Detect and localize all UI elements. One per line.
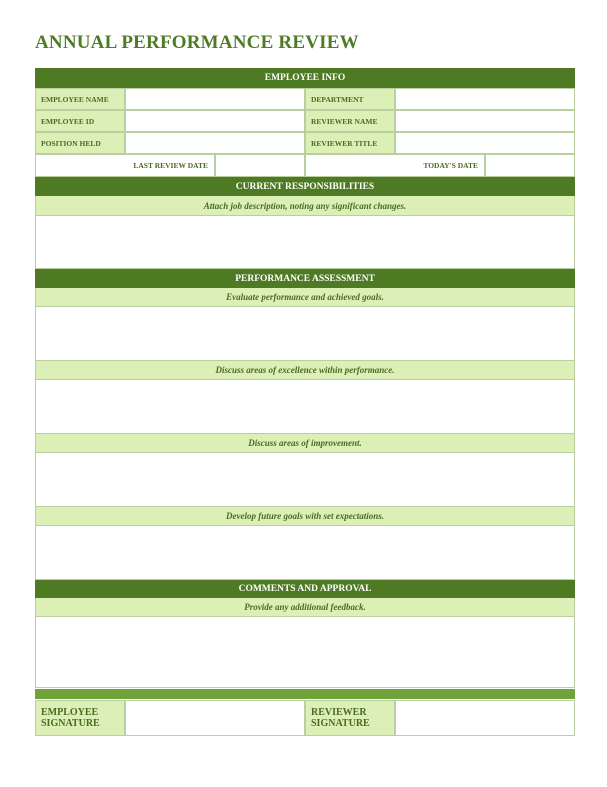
responsibilities-instruction: Attach job description, noting any significant changes. [35, 196, 575, 215]
comments-instruction: Provide any additional feedback. [35, 598, 575, 616]
reviewer-name-field[interactable] [395, 110, 575, 132]
page-title: ANNUAL PERFORMANCE REVIEW [35, 32, 359, 53]
excellence-text-area[interactable] [35, 379, 575, 434]
divider-bar [35, 689, 575, 699]
comments-header: COMMENTS AND APPROVAL [35, 580, 575, 598]
assessment-header: PERFORMANCE ASSESSMENT [35, 269, 575, 288]
last-review-date-field[interactable] [215, 154, 305, 177]
goals-text-area[interactable] [35, 525, 575, 580]
reviewer-signature-label: REVIEWER SIGNATURE [305, 700, 395, 736]
reviewer-name-label: REVIEWER NAME [305, 110, 395, 132]
employee-name-label: EMPLOYEE NAME [35, 88, 125, 110]
reviewer-signature-field[interactable] [395, 700, 575, 736]
employee-id-field[interactable] [125, 110, 305, 132]
last-review-date-label: LAST REVIEW DATE [35, 154, 215, 177]
department-field[interactable] [395, 88, 575, 110]
reviewer-title-field[interactable] [395, 132, 575, 154]
department-label: DEPARTMENT [305, 88, 395, 110]
comments-text-area[interactable] [35, 616, 575, 688]
goals-instruction: Develop future goals with set expectations. [35, 507, 575, 525]
position-held-field[interactable] [125, 132, 305, 154]
evaluate-text-area[interactable] [35, 306, 575, 361]
todays-date-field[interactable] [485, 154, 575, 177]
improvement-instruction: Discuss areas of improvement. [35, 434, 575, 452]
improvement-text-area[interactable] [35, 452, 575, 507]
responsibilities-header: CURRENT RESPONSIBILITIES [35, 177, 575, 196]
excellence-instruction: Discuss areas of excellence within performance. [35, 361, 575, 379]
evaluate-instruction: Evaluate performance and achieved goals. [35, 288, 575, 306]
todays-date-label: TODAY'S DATE [305, 154, 485, 177]
position-held-label: POSITION HELD [35, 132, 125, 154]
employee-id-label: EMPLOYEE ID [35, 110, 125, 132]
employee-signature-field[interactable] [125, 700, 305, 736]
responsibilities-text-area[interactable] [35, 215, 575, 269]
employee-signature-label: EMPLOYEE SIGNATURE [35, 700, 125, 736]
employee-name-field[interactable] [125, 88, 305, 110]
reviewer-title-label: REVIEWER TITLE [305, 132, 395, 154]
employee-info-header: EMPLOYEE INFO [35, 68, 575, 88]
